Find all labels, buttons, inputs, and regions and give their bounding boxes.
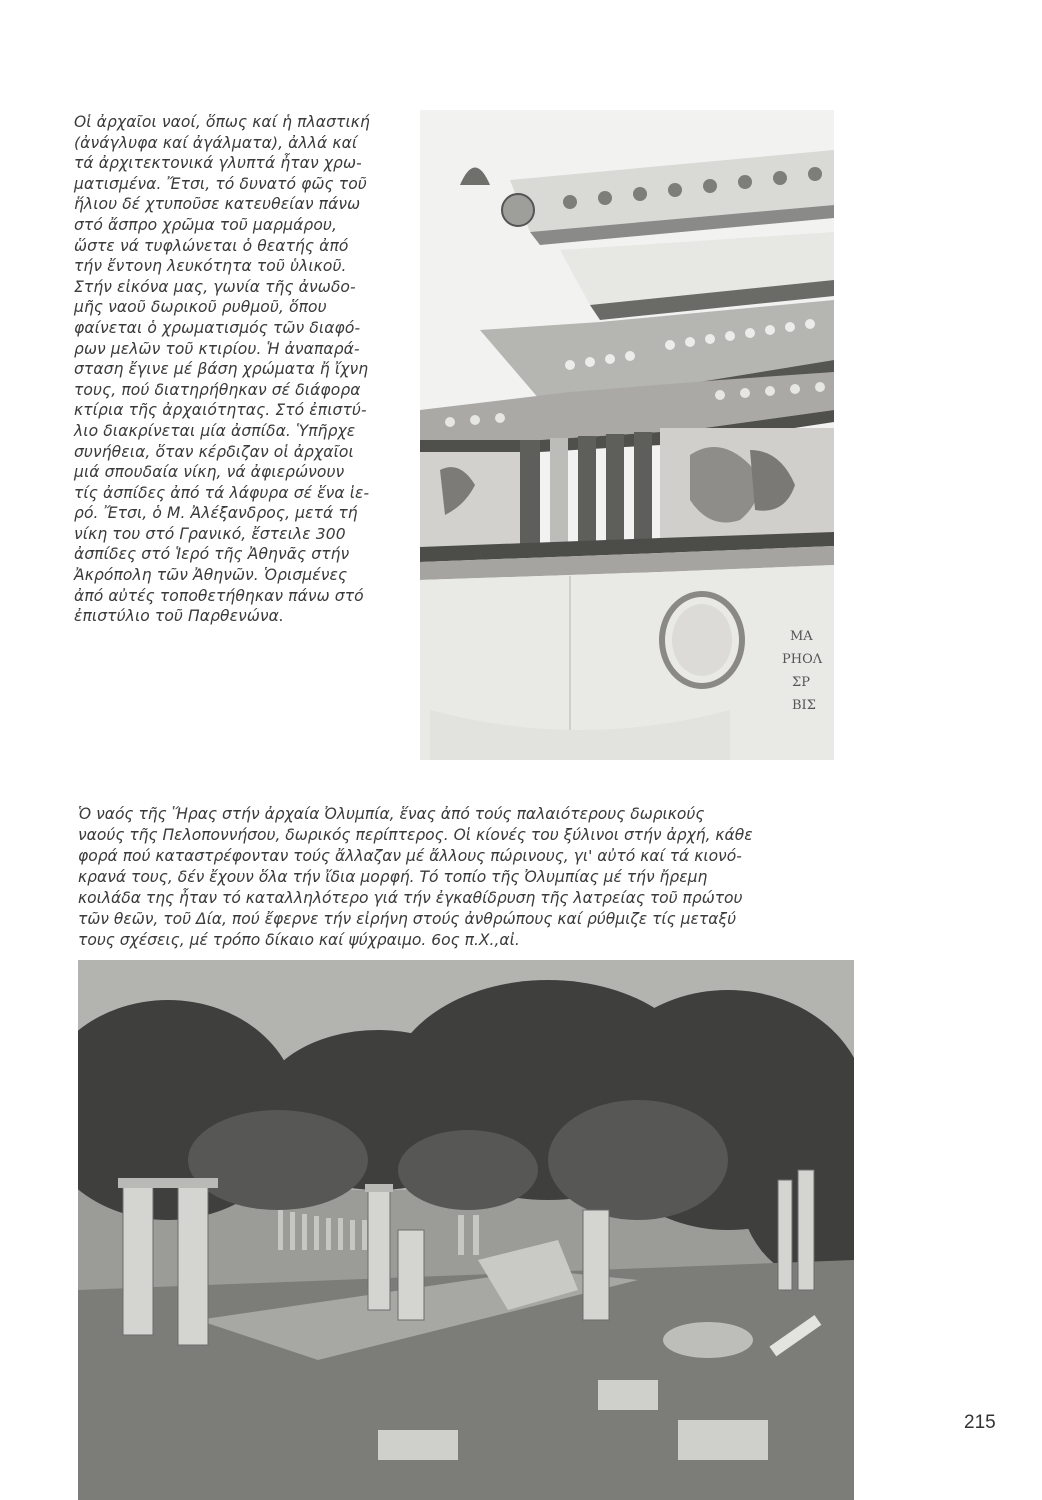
body-text-line: μῆς ναοῦ δωρικοῦ ρυθμοῦ, ὅπου bbox=[74, 298, 327, 317]
body-text-line: ὥστε νά τυφλώνεται ὁ θεατής ἀπό bbox=[74, 236, 349, 255]
body-text-line: ρων μελῶν τοῦ κτιρίου. Ἡ ἀναπαρά- bbox=[74, 339, 360, 358]
caption-line: κρανά τους, δέν ἔχουν ὅλα τήν ἴδια μορφή. Τό τοπίο τῆς Ὀλυμπίας μέ τήν ἤρεμη bbox=[78, 868, 708, 886]
inscription-line: ΣΡ bbox=[792, 675, 810, 690]
photo-caption bbox=[78, 804, 848, 951]
body-text-column bbox=[74, 112, 404, 627]
ruins-photograph bbox=[78, 960, 854, 1500]
body-text-line: τά ἀρχιτεκτονικά γλυπτά ἦταν χρω- bbox=[74, 154, 362, 173]
page-number: 215 bbox=[964, 1412, 996, 1433]
caption-line: τους σχέσεις, μέ τρόπο δίκαιο καί ψύχραιμο. 6ος π.Χ.,αἰ. bbox=[78, 931, 520, 949]
inscription-line: ΡΗΟΛ bbox=[782, 652, 823, 667]
heraion-olympia-photo bbox=[78, 960, 854, 1500]
entablature-drawing bbox=[420, 110, 834, 760]
caption-line: τῶν θεῶν, τοῦ Δία, πού ἔφερνε τήν εἰρήνη στούς ἀνθρώπους καί ρύθμιζε τίς μεταξύ bbox=[78, 910, 737, 928]
body-text-line: φαίνεται ὁ χρωματισμός τῶν διαφό- bbox=[74, 318, 361, 337]
body-text-line: Οἱ ἀρχαῖοι ναοί, ὅπως καί ἡ πλαστική bbox=[74, 113, 370, 131]
body-text-line: τήν ἔντονη λευκότητα τοῦ ὑλικοῦ. bbox=[74, 257, 347, 276]
body-text-line: συνήθεια, ὅταν κέρδιζαν οἱ ἀρχαῖοι bbox=[74, 442, 354, 461]
body-text-line: ἀσπίδες στό Ἱερό τῆς Ἀθηνᾶς στήν bbox=[74, 545, 350, 564]
inscription-line: ΜΑ bbox=[790, 629, 813, 644]
caption-line: ναούς τῆς Πελοποννήσου, δωρικός περίπτερος. Οἱ κίονές του ξύλινοι στήν ἀρχή, κάθε bbox=[78, 826, 753, 844]
body-text-line: ἐπιστύλιο τοῦ Παρθενώνα. bbox=[74, 607, 285, 626]
caption-line: Ὁ ναός τῆς Ἥρας στήν ἀρχαία Ὀλυμπία, ἕνας ἀπό τούς παλαιότερους δωρικούς bbox=[78, 805, 705, 823]
caption-line: κοιλάδα της ἦταν τό καταλληλότερο γιά τήν ἐγκαθίδρυση τῆς λατρείας τοῦ πρώτου bbox=[78, 889, 743, 907]
caption-line: φορά πού καταστρέφονταν τούς ἄλλαζαν μέ ἄλλους πώρινους, γι' αὐτό καί τά κιονό- bbox=[78, 847, 742, 865]
doric-entablature-illustration bbox=[420, 110, 834, 760]
body-text-line: ρό. Ἔτσι, ὁ Μ. Ἀλέξανδρος, μετά τή bbox=[74, 504, 358, 523]
body-text-line: ματισμένα. Ἔτσι, τό δυνατό φῶς τοῦ bbox=[74, 174, 367, 193]
body-text-line: (ἀνάγλυφα καί ἀγάλματα), ἀλλά καί bbox=[74, 133, 358, 152]
body-text-line: ἀπό αὐτές τοποθετήθηκαν πάνω στό bbox=[74, 586, 364, 605]
body-text-line: Στήν εἰκόνα μας, γωνία τῆς ἀνωδο- bbox=[74, 277, 356, 296]
body-text-line: ἥλιου δέ χτυποῦσε κατευθείαν πάνω bbox=[74, 195, 361, 214]
body-text-line: στό ἄσπρο χρῶμα τοῦ μαρμάρου, bbox=[74, 215, 338, 234]
body-text-line: τίς ἀσπίδες ἀπό τά λάφυρα σέ ἕνα ἱε- bbox=[74, 483, 370, 502]
inscription-line: ΒΙΣ bbox=[792, 698, 816, 713]
body-text-line: Ἀκρόπολη τῶν Ἀθηνῶν. Ὁρισμένες bbox=[74, 566, 348, 585]
body-text-line: σταση ἔγινε μέ βάση χρώματα ἤ ἴχνη bbox=[74, 360, 369, 379]
body-text-line: κτίρια τῆς ἀρχαιότητας. Στό ἐπιστύ- bbox=[74, 401, 367, 420]
body-text-line: λιο διακρίνεται μία ἀσπίδα. Ὑπῆρχε bbox=[74, 421, 356, 440]
body-text-line: τους, πού διατηρήθηκαν σέ διάφορα bbox=[74, 380, 361, 399]
body-text-line: μιά σπουδαία νίκη, νά ἀφιερώνουν bbox=[74, 463, 345, 482]
body-text-line: νίκη του στό Γρανικό, ἔστειλε 300 bbox=[74, 524, 346, 543]
